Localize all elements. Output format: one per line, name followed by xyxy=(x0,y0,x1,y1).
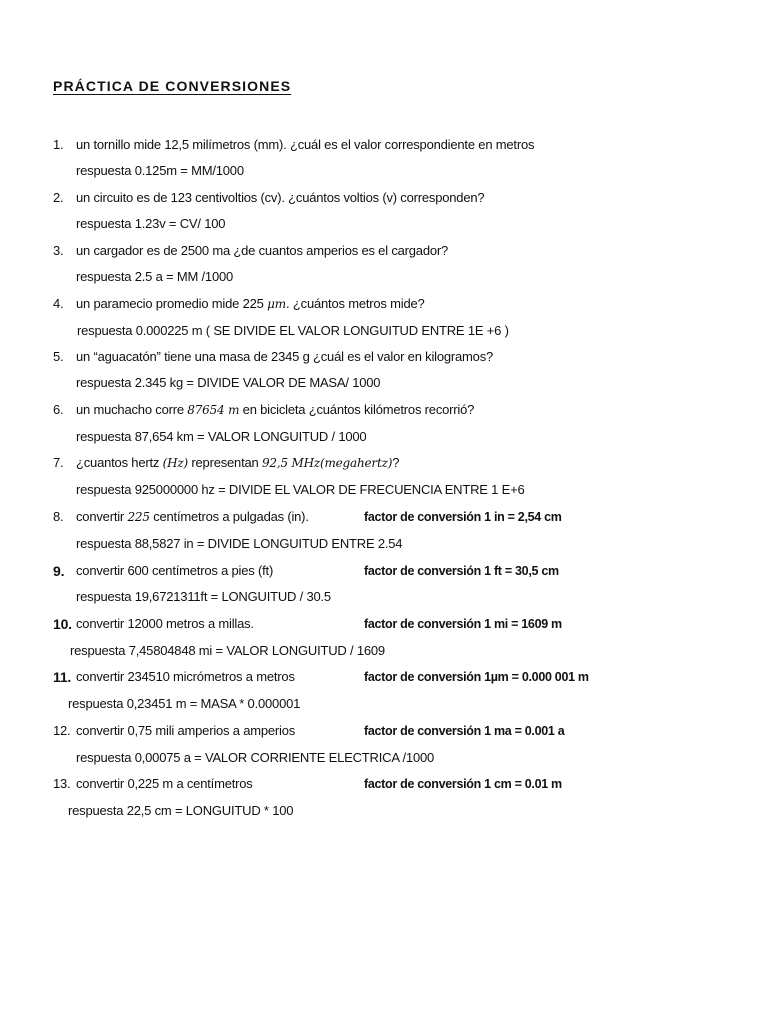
math-expression: 225 xyxy=(127,510,150,524)
question-number: 3. xyxy=(53,243,64,258)
question-number: 6. xyxy=(53,402,64,417)
question-number: 5. xyxy=(53,349,64,364)
answer-7: respuesta 925000000 hz = DIVIDE EL VALOR DE FRECUENCIA ENTRE 1 E+6 xyxy=(76,482,525,497)
answer-3: respuesta 2.5 a = MM /1000 xyxy=(76,269,234,284)
question-7 xyxy=(0,453,768,473)
answer-1: respuesta 0.125m = MM/1000 xyxy=(76,163,244,178)
conversion-factor: factor de conversión 1 in = 2,54 cm xyxy=(364,510,562,524)
math-expression: 92,5 MHz(megahertz) xyxy=(261,456,393,470)
question-9 xyxy=(0,561,768,581)
answer-8: respuesta 88,5827 in = DIVIDE LONGUITUD ENTRE 2.54 xyxy=(76,536,403,551)
math-expression: μm. xyxy=(267,297,290,311)
question-text: un “aguacatón” tiene una masa de 2345 g ¿cuál es el valor en kilogramos? xyxy=(76,349,494,364)
question-number: 2. xyxy=(53,190,64,205)
question-text: un paramecio promedio mide 225 μm. ¿cuántos metros mide? xyxy=(76,296,425,311)
question-13 xyxy=(0,774,768,794)
answer-5: respuesta 2.345 kg = DIVIDE VALOR DE MASA/ 1000 xyxy=(76,375,381,390)
question-text: ¿cuantos hertz (Hz) representan 92,5 MHz(megahertz)? xyxy=(76,455,400,470)
conversion-factor: factor de conversión 1 mi = 1609 m xyxy=(364,617,562,631)
question-3 xyxy=(0,241,768,261)
question-6 xyxy=(0,400,768,420)
question-text: convertir 12000 metros a millas. xyxy=(76,616,254,631)
question-text: un circuito es de 123 centivoltios (cv). ¿cuántos voltios (v) corresponden? xyxy=(76,190,485,205)
conversion-factor: factor de conversión 1 cm = 0.01 m xyxy=(364,777,562,791)
conversion-factor: factor de conversión 1µm = 0.000 001 m xyxy=(364,670,589,684)
question-number: 10. xyxy=(53,616,72,632)
conversion-factor: factor de conversión 1 ft = 30,5 cm xyxy=(364,564,559,578)
question-text: convertir 234510 micrómetros a metros xyxy=(76,669,295,684)
question-11 xyxy=(0,667,768,687)
question-text: convertir 0,75 mili amperios a amperios xyxy=(76,723,296,738)
question-number: 4. xyxy=(53,296,64,311)
question-number: 13. xyxy=(53,776,71,791)
question-text: convertir 600 centímetros a pies (ft) xyxy=(76,563,274,578)
answer-6: respuesta 87,654 km = VALOR LONGUITUD / 1000 xyxy=(76,429,367,444)
question-text: convertir 0,225 m a centímetros xyxy=(76,776,253,791)
answer-9: respuesta 19,6721311ft = LONGUITUD / 30.5 xyxy=(76,589,331,604)
question-5 xyxy=(0,347,768,367)
question-12 xyxy=(0,721,768,741)
question-text: un muchacho corre 87654 m en bicicleta ¿cuántos kilómetros recorrió? xyxy=(76,402,475,417)
math-expression: 87654 m xyxy=(187,403,240,417)
question-number: 9. xyxy=(53,563,65,579)
question-number: 8. xyxy=(53,509,64,524)
question-number: 11. xyxy=(53,669,72,685)
answer-13: respuesta 22,5 cm = LONGUITUD * 100 xyxy=(68,803,294,818)
answer-10: respuesta 7,45804848 mi = VALOR LONGUITUD / 1609 xyxy=(70,643,385,658)
conversion-factor: factor de conversión 1 ma = 0.001 a xyxy=(364,724,565,738)
math-expression: (Hz) xyxy=(162,456,188,470)
page-title: PRÁCTICA DE CONVERSIONES xyxy=(53,78,292,94)
answer-2: respuesta 1.23v = CV/ 100 xyxy=(76,216,226,231)
answer-11: respuesta 0,23451 m = MASA * 0.000001 xyxy=(68,696,301,711)
question-text: un tornillo mide 12,5 milímetros (mm). ¿cuál es el valor correspondiente en metros xyxy=(76,137,535,152)
question-number: 1. xyxy=(53,137,64,152)
question-1 xyxy=(0,135,768,155)
question-text: convertir 225 centímetros a pulgadas (in). xyxy=(76,509,309,524)
question-10 xyxy=(0,614,768,634)
question-number: 7. xyxy=(53,455,64,470)
question-4 xyxy=(0,294,768,314)
answer-12: respuesta 0,00075 a = VALOR CORRIENTE ELECTRICA /1000 xyxy=(76,750,435,765)
question-number: 12. xyxy=(53,723,71,738)
question-text: un cargador es de 2500 ma ¿de cuantos amperios es el cargador? xyxy=(76,243,449,258)
question-8 xyxy=(0,507,768,527)
answer-4: respuesta 0.000225 m ( SE DIVIDE EL VALOR LONGUITUD ENTRE 1E +6 ) xyxy=(77,323,509,338)
question-2 xyxy=(0,188,768,208)
